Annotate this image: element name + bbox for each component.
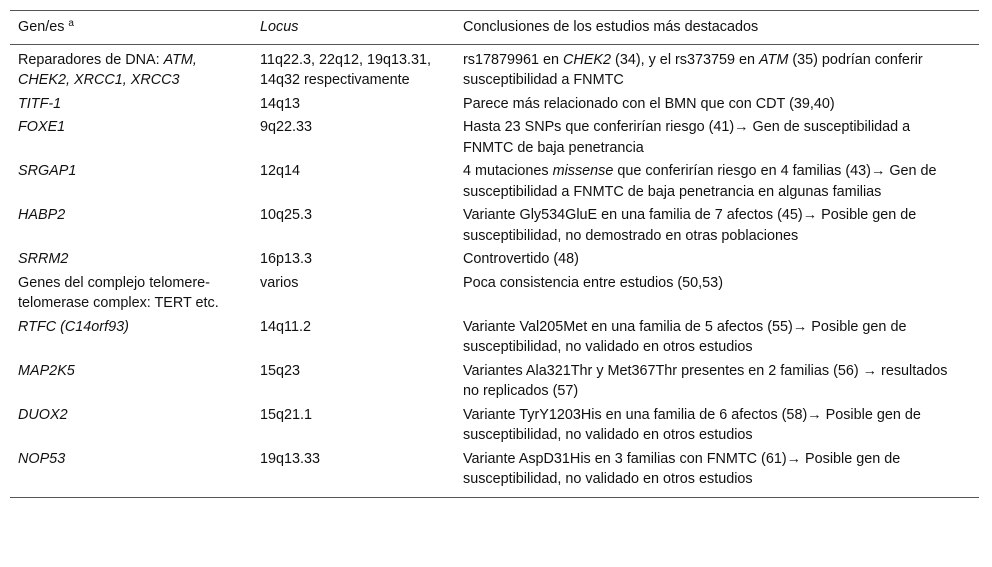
header-locus: Locus: [260, 19, 299, 35]
conclusion-text: Variante Gly534GluE en una familia de 7 afectos (45)→ Posible gen de susceptibilidad, no demostrado en otras poblaciones: [463, 207, 917, 244]
header-gene-footnote-mark: a: [68, 18, 74, 29]
conclusion-text: Variantes Ala321Thr y Met367Thr presentes en 2 familias (56) → resultados no replicados (57): [463, 362, 948, 399]
genes-table: [10, 10, 979, 498]
gene-cell: [10, 447, 252, 497]
table-row: [10, 403, 979, 447]
conclusion-text: 4 mutaciones: [463, 163, 553, 179]
conclusion-cell: [455, 403, 979, 447]
header-gene-label: Gen/es: [18, 19, 65, 35]
conclusion-text: que conferirían riesgo en 4 familias (43)→ Gen de susceptibilidad a FNMTC de baja penetrancia en algunas familias: [463, 163, 937, 200]
gene-text: NOP53: [18, 450, 66, 467]
table-row: [10, 44, 979, 92]
gene-text: DUOX2: [18, 406, 68, 423]
locus-cell: varios: [260, 274, 299, 291]
table-row: [10, 271, 979, 315]
gene-cell: [10, 359, 252, 403]
header-row: [10, 11, 979, 45]
table-row: [10, 204, 979, 248]
table-header: [10, 11, 979, 45]
conclusion-text: Variante TyrY1203His en una familia de 6 afectos (58)→ Posible gen de susceptibilidad, no validado en otros estudios: [463, 406, 921, 443]
gene-cell: [10, 160, 252, 204]
table-row: [10, 160, 979, 204]
locus-cell: 16p13.3: [260, 251, 313, 267]
locus-cell: 12q14: [260, 163, 301, 179]
conclusion-cell: [455, 160, 979, 204]
table-row: [10, 315, 979, 359]
table-row: [10, 248, 979, 272]
conclusion-cell: [455, 92, 979, 116]
locus-cell: 11q22.3, 22q12, 19q13.31, 14q32 respectivamente: [260, 51, 431, 88]
locus-cell: 10q25.3: [260, 207, 313, 223]
gene-text: TITF-1: [18, 95, 62, 112]
gene-cell: [10, 92, 252, 116]
gene-text: RTFC (C14orf93): [18, 318, 129, 335]
header-gene: [10, 11, 252, 45]
table-row: [10, 359, 979, 403]
locus-cell: 14q11.2: [260, 318, 311, 335]
locus-cell: 9q22.33: [260, 119, 313, 135]
gene-text: MAP2K5: [18, 362, 75, 379]
conclusion-cell: [455, 204, 979, 248]
locus-cell: 14q13: [260, 95, 301, 112]
table-body: [10, 44, 979, 497]
table-row: [10, 447, 979, 497]
gene-cell: [10, 315, 252, 359]
table-row: [10, 92, 979, 116]
genes-table-container: [10, 10, 979, 498]
locus-cell: 19q13.33: [260, 450, 321, 467]
conclusion-cell: [455, 315, 979, 359]
conclusion-text: missense: [552, 163, 614, 179]
conclusion-text: Controvertido (48): [463, 251, 579, 267]
conclusion-text: ATM: [759, 51, 789, 68]
gene-cell: [10, 204, 252, 248]
conclusion-text: Variante Val205Met en una familia de 5 afectos (55)→ Posible gen de susceptibilidad, no validado en otros estudios: [463, 318, 907, 355]
conclusion-text: Variante AspD31His en 3 familias con FNMTC (61)→ Posible gen de susceptibilidad, no validado en otros estudios: [463, 450, 901, 487]
conclusion-text: (35) podrían conferir susceptibilidad a FNMTC: [463, 51, 923, 88]
conclusion-text: Poca consistencia entre estudios (50,53): [463, 274, 723, 291]
conclusion-text: Hasta 23 SNPs que conferirían riesgo (41)→ Gen de susceptibilidad a FNMTC de baja penetrancia: [463, 119, 911, 156]
conclusion-text: Parece más relacionado con el BMN que con CDT (39,40): [463, 95, 835, 112]
conclusion-text: rs17879961 en: [463, 51, 564, 68]
table-row: [10, 116, 979, 160]
conclusion-cell: [455, 271, 979, 315]
gene-text: Genes del complejo telomere-telomerase complex: TERT etc.: [18, 274, 219, 311]
gene-text: HABP2: [18, 207, 66, 223]
gene-text: Reparadores de DNA:: [18, 51, 164, 68]
conclusion-cell: [455, 248, 979, 272]
gene-text: SRRM2: [18, 251, 69, 267]
gene-text: ATM, CHEK2, XRCC1, XRCC3: [18, 51, 197, 88]
gene-text: SRGAP1: [18, 163, 77, 179]
locus-cell: 15q21.1: [260, 406, 313, 423]
conclusion-text: CHEK2: [563, 51, 612, 68]
locus-cell: 15q23: [260, 362, 301, 379]
gene-text: FOXE1: [18, 119, 66, 135]
header-conclusions: Conclusiones de los estudios más destacados: [463, 19, 759, 35]
gene-cell: [10, 271, 252, 315]
gene-cell: [10, 44, 252, 92]
gene-cell: [10, 116, 252, 160]
gene-cell: [10, 403, 252, 447]
conclusion-cell: [455, 359, 979, 403]
conclusion-cell: [455, 116, 979, 160]
gene-cell: [10, 248, 252, 272]
conclusion-cell: [455, 44, 979, 92]
conclusion-text: (34), y el rs373759 en: [611, 51, 760, 68]
conclusion-cell: [455, 447, 979, 497]
